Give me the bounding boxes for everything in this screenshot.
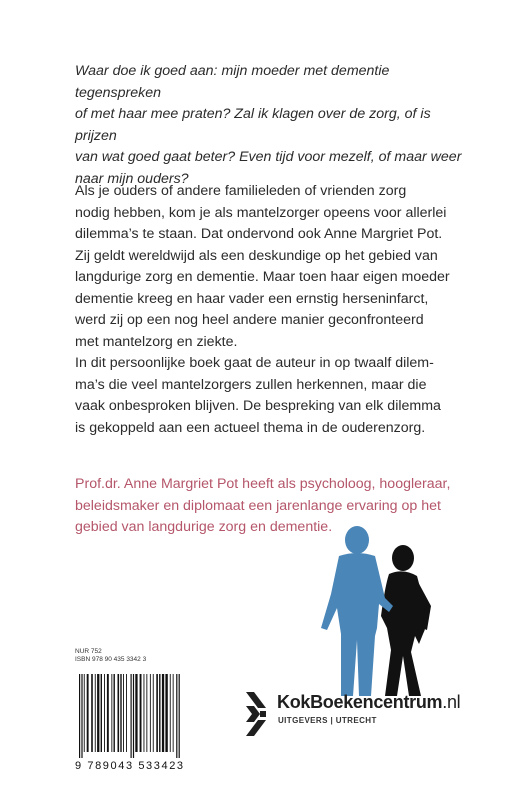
bio-line: beleidsmaker en diplomaat een jarenlange ervaring op het: [75, 497, 441, 514]
text-line: dilemma’s te staan. Dat ondervond ook Anne Margriet Pot.: [75, 226, 443, 242]
barcode-bar: [162, 674, 164, 752]
text-line: langdurige zorg en dementie. Maar toen haar eigen moeder: [75, 269, 450, 285]
barcode-bar: [126, 674, 127, 752]
barcode-bar: [81, 674, 82, 758]
text-line: Als je ouders of andere familieleden of vrienden zorg: [75, 183, 407, 199]
text-line: vaak onbesproken blijven. De bespreking van elk dilemma: [75, 398, 441, 414]
bio-line: Prof.dr. Anne Margriet Pot heeft als psycholoog, hoogleraar,: [75, 476, 451, 492]
two-people-silhouette-image: [319, 524, 455, 702]
barcode-bar: [156, 674, 158, 752]
barcode-bar: [135, 674, 137, 752]
publisher-name-suffix: .nl: [442, 692, 461, 712]
text-line: ma’s die veel mantelzorgers zullen herkennen, maar die: [75, 376, 427, 393]
barcode-bar: [179, 674, 180, 758]
intro-line: of met haar mee praten? Zal ik klagen over de zorg, of is prijzen: [75, 106, 431, 144]
nur-code: NUR 752: [75, 648, 102, 655]
barcode-bar: [95, 674, 96, 752]
description-block: [75, 181, 475, 439]
intro-line: naar mijn ouders?: [75, 170, 189, 187]
barcode-bar: [79, 674, 80, 758]
publisher-name-main: KokBoekencentrum: [277, 692, 443, 712]
isbn-block: [75, 648, 185, 772]
text-line: Zij geldt wereldwijd als een deskundige op het gebied van: [75, 247, 438, 264]
text-line: dementie kreeg en haar vader een ernstig herseninfarct,: [75, 290, 429, 307]
intro-line: van wat goed gaat beter? Even tijd voor mezelf, of maar weer: [75, 149, 462, 165]
text-line: is gekoppeld aan een actueel thema in de ouderenzorg.: [75, 419, 426, 436]
text-line: In dit persoonlijke boek gaat de auteur in op twaalf dilem-: [75, 355, 434, 371]
barcode-bar: [114, 674, 115, 752]
publisher-logo-block: [243, 688, 473, 738]
barcode-bar: [91, 674, 93, 752]
barcode-bar: [133, 674, 134, 758]
description-paragraph: [75, 353, 475, 439]
publisher-tagline: UITGEVERS | UTRECHT: [278, 716, 377, 725]
barcode-bar: [131, 674, 132, 758]
barcode-bar: [144, 674, 145, 752]
barcode-bar: [140, 674, 142, 752]
barcode-bar: [97, 674, 99, 752]
text-line: nodig hebben, kom je als mantelzorger opeens voor allerlei: [75, 204, 447, 221]
barcode-bar: [159, 674, 160, 752]
barcode-bar: [176, 674, 177, 758]
barcode-bar: [84, 674, 85, 752]
barcode-bar: [120, 674, 121, 752]
barcode-bar: [104, 674, 105, 752]
barcode-number: 9 789043 533423: [75, 760, 185, 772]
barcode-bar: [146, 674, 147, 752]
intro-question-block: [75, 61, 475, 190]
publisher-logo-icon: [243, 690, 269, 736]
barcode-bar: [107, 674, 109, 752]
barcode-image: [75, 674, 235, 758]
barcode-bar: [153, 674, 154, 752]
barcode-bar: [101, 674, 102, 752]
barcode-bar: [118, 674, 120, 752]
text-line: werd zij op een nog heel andere manier geconfronteerd: [75, 312, 424, 328]
text-line: met mantelzorg en ziekte.: [75, 333, 238, 350]
bio-line: gebied van langdurige zorg en dementie.: [75, 519, 333, 535]
description-paragraph: [75, 181, 475, 353]
barcode-bar: [150, 674, 151, 752]
barcode-bar: [170, 674, 171, 752]
barcode-bar: [165, 674, 167, 752]
barcode-bar: [87, 674, 89, 752]
publisher-name: [277, 692, 460, 713]
barcode-bar: [111, 674, 112, 752]
isbn-number: ISBN 978 90 435 3342 3: [75, 656, 147, 663]
barcode-bar: [173, 674, 174, 752]
intro-line: Waar doe ik goed aan: mijn moeder met dementie tegenspreken: [75, 63, 390, 101]
barcode-bar: [123, 674, 124, 752]
